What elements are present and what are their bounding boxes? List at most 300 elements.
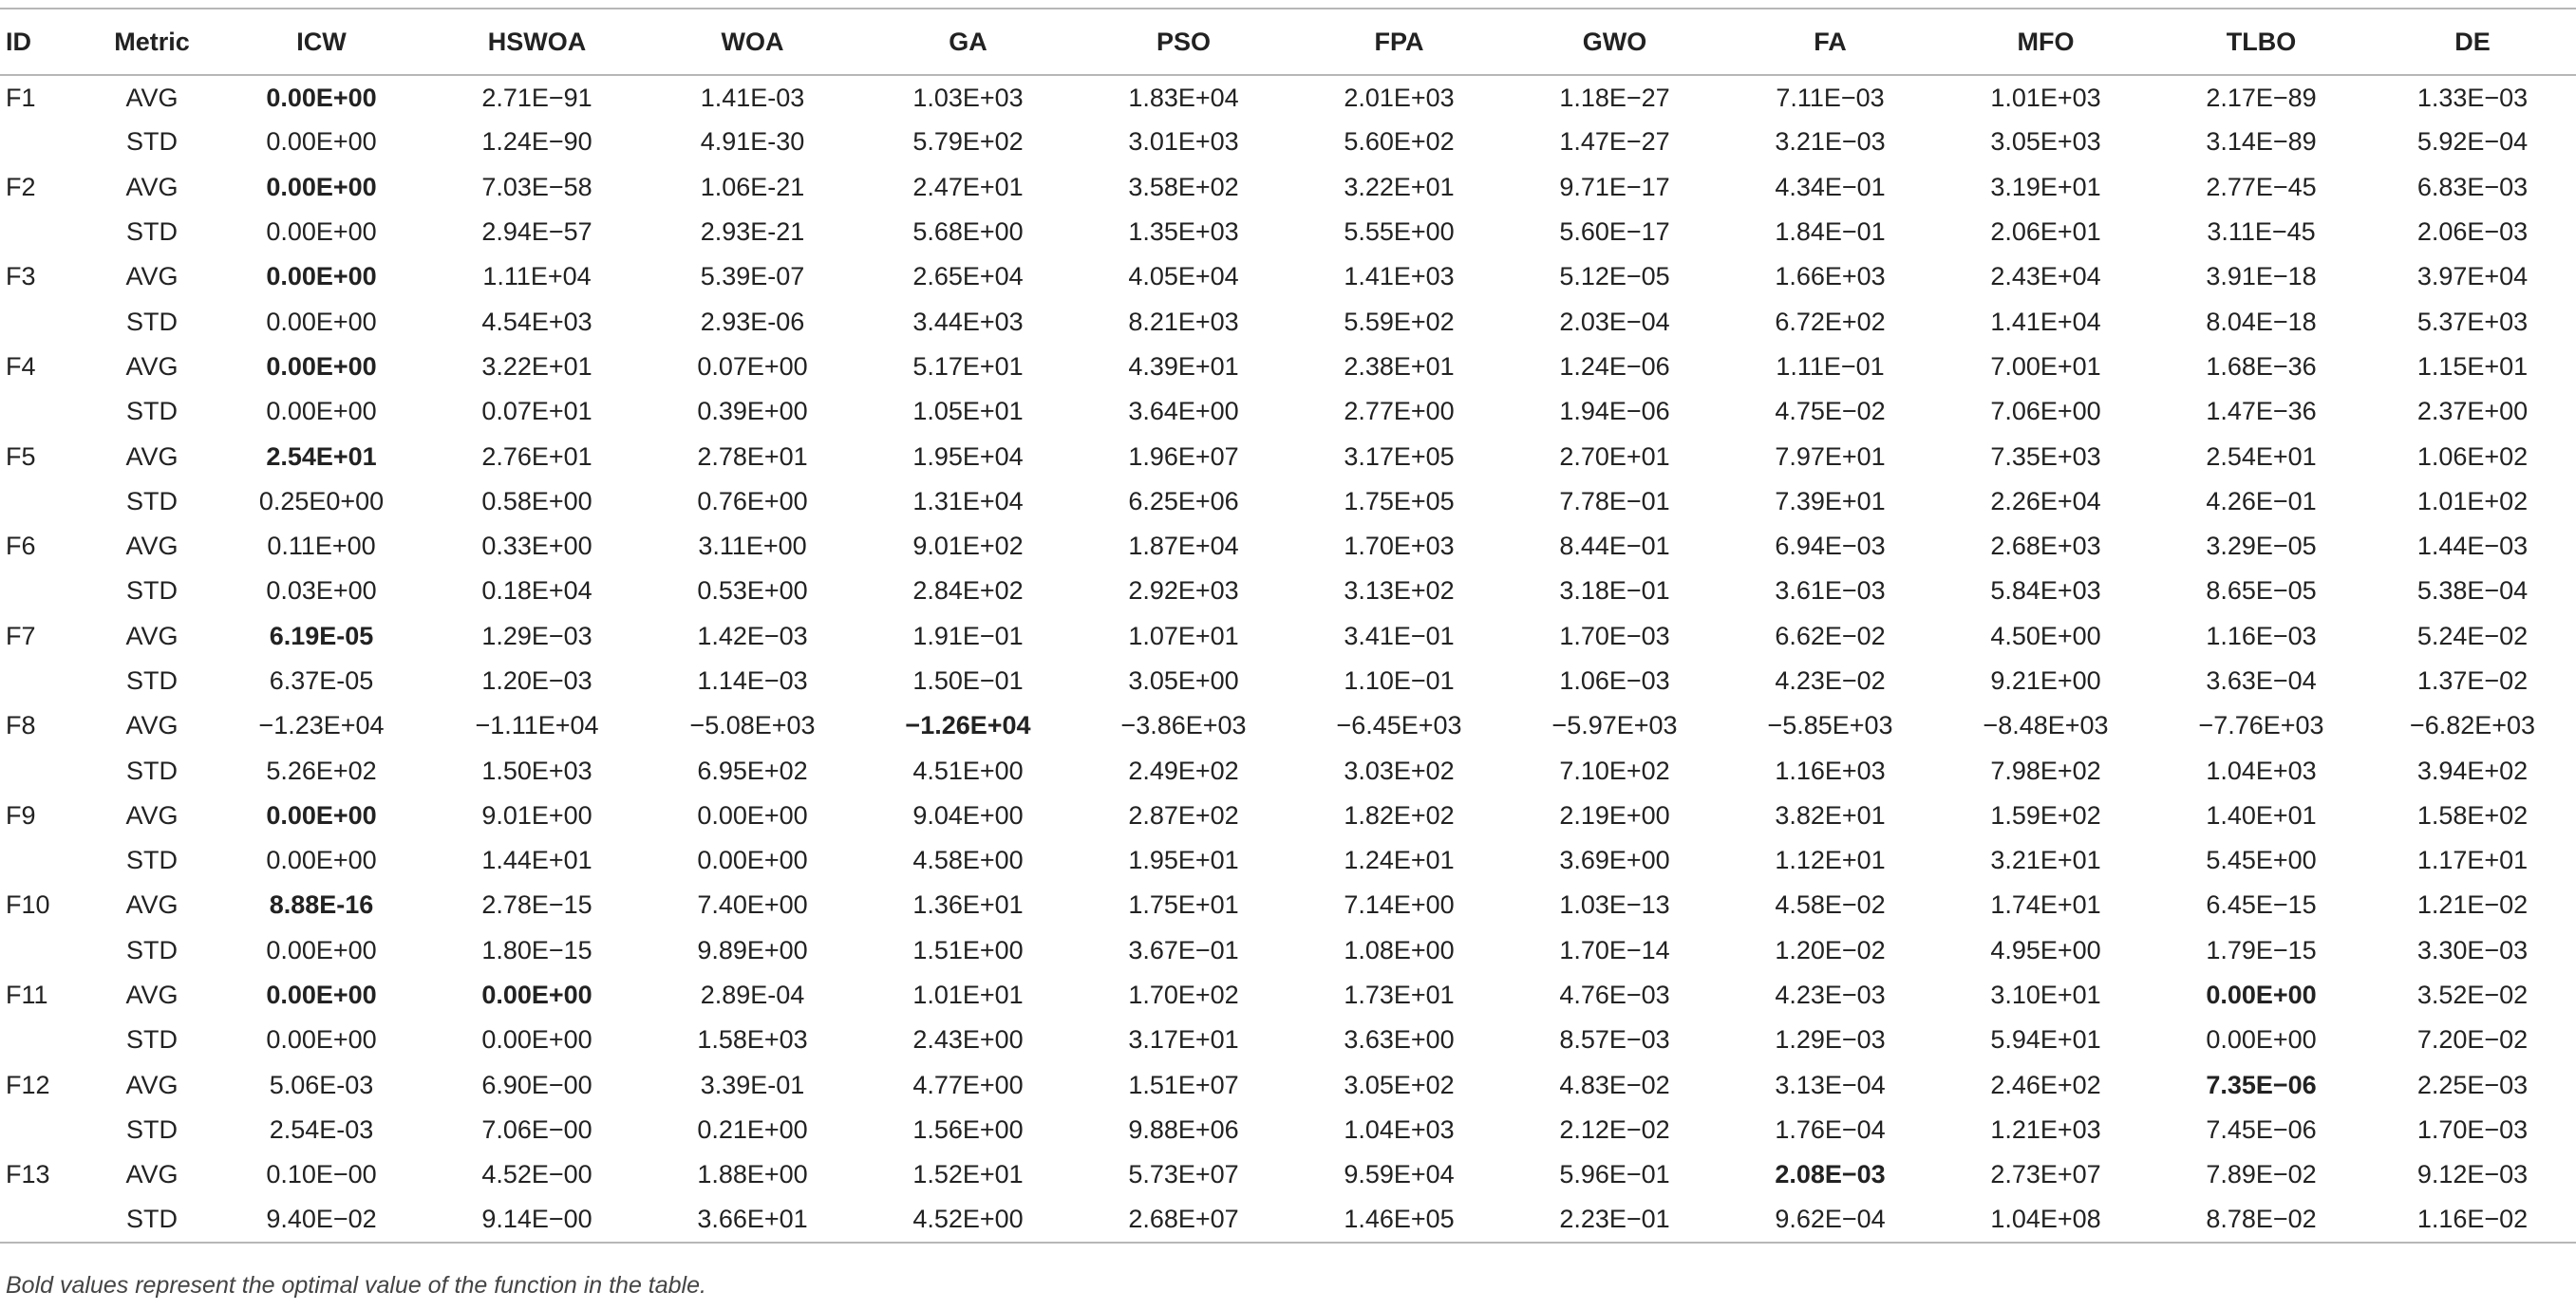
value-cell-icw: 6.37E-05 <box>269 666 374 695</box>
value-cell-fa: 9.62E−04 <box>1722 1197 1938 1242</box>
table-row <box>0 614 2576 659</box>
table-row <box>0 838 2576 883</box>
table-row <box>0 1152 2576 1197</box>
value-cell-tlbo: 2.17E−89 <box>2206 83 2317 112</box>
value-cell-tlbo: 0.00E+00 <box>2206 981 2317 1010</box>
value-cell-fa: 3.13E−04 <box>1775 1070 1886 1099</box>
value-cell-woa: 9.89E+00 <box>697 935 808 964</box>
value-cell-de: 3.30E−03 <box>2416 935 2529 964</box>
value-cell-ga: 1.50E−01 <box>912 666 1024 695</box>
function-id-cell: F10 <box>6 890 50 920</box>
value-cell-fpa: 3.03E+02 <box>1344 756 1455 785</box>
value-cell-fpa: 1.70E+03 <box>1344 532 1455 561</box>
function-id-cell <box>0 1018 90 1062</box>
value-cell-tlbo: 1.40E+01 <box>2206 800 2317 830</box>
column-header-woa: WOA <box>645 9 860 75</box>
column-header-id: ID <box>0 9 90 75</box>
metric-cell: AVG <box>125 711 179 740</box>
value-cell-ga: 1.91E−01 <box>912 621 1024 650</box>
column-header-tlbo: TLBO <box>2153 9 2369 75</box>
value-cell-ga: −1.26E+04 <box>905 711 1031 740</box>
value-cell-hswoa: 4.54E+03 <box>481 307 592 336</box>
value-cell-tlbo: 8.04E−18 <box>2206 307 2317 336</box>
value-cell-de: 1.15E+01 <box>2416 351 2529 381</box>
value-cell-icw: 0.00E+00 <box>266 846 377 875</box>
value-cell-woa: 0.07E+00 <box>697 351 808 381</box>
value-cell-hswoa: 4.52E−00 <box>481 1160 592 1189</box>
value-cell-fa: 7.97E+01 <box>1775 441 1886 471</box>
value-cell-fpa: 3.13E+02 <box>1344 576 1455 606</box>
metric-cell: STD <box>126 1114 178 1144</box>
value-cell-fpa: 1.08E+00 <box>1344 935 1455 964</box>
value-cell-icw: 0.03E+00 <box>266 576 377 606</box>
function-id-cell <box>0 838 90 883</box>
value-cell-fa: 1.20E−02 <box>1775 935 1886 964</box>
table-row <box>0 973 2576 1018</box>
value-cell-fa: 1.11E−01 <box>1776 351 1885 381</box>
value-cell-de: 3.52E−02 <box>2416 981 2529 1010</box>
value-cell-ga: 1.56E+00 <box>912 1114 1024 1144</box>
value-cell-icw: 0.00E+00 <box>266 981 377 1010</box>
value-cell-pso: 1.75E+01 <box>1128 890 1239 920</box>
value-cell-fpa: 1.04E+03 <box>1344 1114 1455 1144</box>
value-cell-fa: 6.62E−02 <box>1775 621 1886 650</box>
metric-cell: STD <box>126 307 178 336</box>
metric-cell: STD <box>126 846 178 875</box>
column-header-fpa: FPA <box>1291 9 1507 75</box>
value-cell-mfo: 1.01E+03 <box>1990 83 2101 112</box>
value-cell-woa: 0.53E+00 <box>697 576 808 606</box>
table-row <box>0 794 2576 838</box>
column-header-hswoa: HSWOA <box>429 9 645 75</box>
table-body <box>0 75 2576 1243</box>
column-header-pso: PSO <box>1076 9 1291 75</box>
header-row <box>0 9 2576 75</box>
column-header-metric: Metric <box>90 9 214 75</box>
value-cell-icw: 5.06E-03 <box>269 1070 374 1099</box>
value-cell-icw: 0.10E−00 <box>266 1160 377 1189</box>
value-cell-mfo: 3.10E+01 <box>1990 981 2101 1010</box>
metric-cell: AVG <box>125 890 179 920</box>
value-cell-mfo: 9.21E+00 <box>1990 666 2101 695</box>
value-cell-fpa: 1.24E+01 <box>1344 846 1455 875</box>
value-cell-fpa: 1.75E+05 <box>1344 486 1455 515</box>
metric-cell: AVG <box>125 172 179 201</box>
metric-cell: AVG <box>125 83 179 112</box>
function-id-cell: F2 <box>6 172 36 201</box>
value-cell-mfo: −8.48E+03 <box>1983 711 2109 740</box>
value-cell-ga: 1.01E+01 <box>912 981 1024 1010</box>
value-cell-hswoa: 2.78E−15 <box>481 890 592 920</box>
metric-cell: AVG <box>125 441 179 471</box>
value-cell-de: 6.83E−03 <box>2416 172 2529 201</box>
value-cell-woa: 2.93E-06 <box>700 307 805 336</box>
metric-cell: STD <box>126 217 178 247</box>
value-cell-tlbo: 3.11E−45 <box>2207 217 2316 247</box>
table-row <box>0 120 2576 164</box>
value-cell-icw: 0.00E+00 <box>266 397 377 426</box>
value-cell-pso: 1.35E+03 <box>1128 217 1239 247</box>
metric-cell: AVG <box>125 800 179 830</box>
value-cell-ga: 9.04E+00 <box>912 800 1024 830</box>
value-cell-de: 1.17E+01 <box>2416 846 2529 875</box>
value-cell-de: 3.94E+02 <box>2416 756 2529 785</box>
value-cell-ga: 3.44E+03 <box>912 307 1024 336</box>
value-cell-icw: −1.23E+04 <box>258 711 385 740</box>
value-cell-hswoa: 0.58E+00 <box>481 486 592 515</box>
value-cell-fpa: 5.59E+02 <box>1344 307 1455 336</box>
table-row <box>0 434 2576 478</box>
value-cell-pso: 3.05E+00 <box>1128 666 1239 695</box>
value-cell-fpa: 3.22E+01 <box>1344 172 1455 201</box>
column-header-mfo: MFO <box>1938 9 2153 75</box>
value-cell-tlbo: 1.04E+03 <box>2206 756 2317 785</box>
table-row <box>0 1018 2576 1062</box>
value-cell-de: 1.70E−03 <box>2416 1114 2529 1144</box>
value-cell-pso: −3.86E+03 <box>1120 711 1247 740</box>
value-cell-mfo: 7.06E+00 <box>1990 397 2101 426</box>
value-cell-pso: 9.88E+06 <box>1128 1114 1239 1144</box>
value-cell-hswoa: 1.50E+03 <box>481 756 592 785</box>
value-cell-hswoa: −1.11E+04 <box>475 711 599 740</box>
value-cell-gwo: 2.70E+01 <box>1559 441 1670 471</box>
value-cell-woa: 0.00E+00 <box>697 846 808 875</box>
value-cell-gwo: 5.60E−17 <box>1559 217 1670 247</box>
value-cell-hswoa: 0.33E+00 <box>481 532 592 561</box>
value-cell-ga: 5.79E+02 <box>912 127 1024 157</box>
value-cell-fpa: 2.38E+01 <box>1344 351 1455 381</box>
value-cell-tlbo: 7.45E−06 <box>2206 1114 2317 1144</box>
value-cell-pso: 6.25E+06 <box>1128 486 1239 515</box>
value-cell-icw: 8.88E-16 <box>269 890 374 920</box>
value-cell-de: 5.24E−02 <box>2416 621 2529 650</box>
table-row <box>0 524 2576 569</box>
value-cell-pso: 3.67E−01 <box>1128 935 1239 964</box>
value-cell-de: 1.37E−02 <box>2416 666 2529 695</box>
table-row <box>0 1063 2576 1108</box>
value-cell-mfo: 2.68E+03 <box>1990 532 2101 561</box>
value-cell-fa: 1.76E−04 <box>1775 1114 1886 1144</box>
value-cell-woa: 0.39E+00 <box>697 397 808 426</box>
value-cell-fpa: 9.59E+04 <box>1344 1160 1455 1189</box>
value-cell-woa: 0.21E+00 <box>697 1114 808 1144</box>
value-cell-fa: 7.11E−03 <box>1776 83 1885 112</box>
value-cell-gwo: 7.78E−01 <box>1559 486 1670 515</box>
metric-cell: AVG <box>125 981 179 1010</box>
value-cell-icw: 0.00E+00 <box>266 935 377 964</box>
value-cell-hswoa: 1.29E−03 <box>481 621 592 650</box>
value-cell-pso: 1.83E+04 <box>1128 83 1239 112</box>
value-cell-woa: 5.39E-07 <box>700 262 805 291</box>
value-cell-fa: 1.84E−01 <box>1775 217 1886 247</box>
value-cell-icw: 9.40E−02 <box>214 1197 429 1242</box>
value-cell-gwo: 1.70E−14 <box>1559 935 1670 964</box>
value-cell-pso: 1.95E+01 <box>1128 846 1239 875</box>
function-id-cell: F5 <box>6 441 36 471</box>
value-cell-de: 1.16E−02 <box>2369 1197 2576 1242</box>
value-cell-pso: 1.51E+07 <box>1128 1070 1239 1099</box>
function-id-cell <box>0 299 90 344</box>
value-cell-fa: 4.23E−03 <box>1775 981 1886 1010</box>
table-row <box>0 748 2576 793</box>
value-cell-fa: 6.94E−03 <box>1775 532 1886 561</box>
value-cell-hswoa: 1.44E+01 <box>481 846 592 875</box>
value-cell-fpa: −6.45E+03 <box>1336 711 1462 740</box>
value-cell-mfo: 2.43E+04 <box>1990 262 2101 291</box>
value-cell-fa: 7.39E+01 <box>1775 486 1886 515</box>
value-cell-ga: 1.52E+01 <box>912 1160 1024 1189</box>
value-cell-icw: 6.19E-05 <box>269 621 374 650</box>
value-cell-tlbo: 1.68E−36 <box>2206 351 2317 381</box>
value-cell-ga: 2.84E+02 <box>912 576 1024 606</box>
value-cell-hswoa: 9.01E+00 <box>481 800 592 830</box>
value-cell-ga: 4.51E+00 <box>912 756 1024 785</box>
value-cell-hswoa: 2.76E+01 <box>481 441 592 471</box>
value-cell-hswoa: 1.24E−90 <box>481 127 592 157</box>
value-cell-hswoa: 7.06E−00 <box>481 1114 592 1144</box>
value-cell-gwo: 1.03E−13 <box>1559 890 1670 920</box>
value-cell-de: 1.33E−03 <box>2416 83 2529 112</box>
value-cell-pso: 1.87E+04 <box>1128 532 1239 561</box>
value-cell-mfo: 3.05E+03 <box>1990 127 2101 157</box>
value-cell-fpa: 1.10E−01 <box>1344 666 1455 695</box>
results-table <box>0 8 2576 1244</box>
value-cell-icw: 0.00E+00 <box>266 83 377 112</box>
value-cell-mfo: 7.35E+03 <box>1990 441 2101 471</box>
value-cell-mfo: 4.50E+00 <box>1990 621 2101 650</box>
value-cell-de: 1.06E+02 <box>2416 441 2529 471</box>
table-row <box>0 569 2576 613</box>
function-id-cell: F3 <box>6 262 36 291</box>
value-cell-fpa: 3.63E+00 <box>1344 1025 1455 1055</box>
value-cell-mfo: 7.00E+01 <box>1990 351 2101 381</box>
value-cell-de: 2.25E−03 <box>2416 1070 2529 1099</box>
value-cell-fpa: 2.77E+00 <box>1344 397 1455 426</box>
value-cell-pso: 1.70E+02 <box>1128 981 1239 1010</box>
value-cell-mfo: 3.21E+01 <box>1990 846 2101 875</box>
value-cell-gwo: 3.18E−01 <box>1559 576 1670 606</box>
value-cell-pso: 3.64E+00 <box>1128 397 1239 426</box>
value-cell-fa: 1.16E+03 <box>1775 756 1886 785</box>
value-cell-tlbo: 3.63E−04 <box>2206 666 2317 695</box>
value-cell-tlbo: 7.89E−02 <box>2206 1160 2317 1189</box>
table-row <box>0 883 2576 927</box>
value-cell-tlbo: 3.91E−18 <box>2206 262 2317 291</box>
value-cell-pso: 2.92E+03 <box>1128 576 1239 606</box>
value-cell-icw: 0.00E+00 <box>266 172 377 201</box>
value-cell-gwo: 1.18E−27 <box>1559 83 1670 112</box>
function-id-cell <box>0 210 90 254</box>
value-cell-woa: 1.41E-03 <box>700 83 805 112</box>
value-cell-icw: 0.00E+00 <box>266 127 377 157</box>
value-cell-gwo: 1.24E−06 <box>1559 351 1670 381</box>
metric-cell: AVG <box>125 262 179 291</box>
value-cell-ga: 4.52E+00 <box>860 1197 1076 1242</box>
value-cell-icw: 0.00E+00 <box>266 217 377 247</box>
value-cell-mfo: 1.04E+08 <box>1938 1197 2153 1242</box>
value-cell-gwo: 5.12E−05 <box>1559 262 1670 291</box>
value-cell-icw: 0.00E+00 <box>266 351 377 381</box>
column-header-ga: GA <box>860 9 1076 75</box>
value-cell-gwo: 1.70E−03 <box>1559 621 1670 650</box>
value-cell-hswoa: 0.00E+00 <box>481 1025 592 1055</box>
value-cell-tlbo: 3.29E−05 <box>2206 532 2317 561</box>
value-cell-fpa: 1.73E+01 <box>1344 981 1455 1010</box>
value-cell-gwo: 4.83E−02 <box>1559 1070 1670 1099</box>
value-cell-ga: 2.47E+01 <box>912 172 1024 201</box>
value-cell-fpa: 5.55E+00 <box>1344 217 1455 247</box>
function-id-cell: F4 <box>6 351 36 381</box>
value-cell-gwo: 3.69E+00 <box>1559 846 1670 875</box>
value-cell-mfo: 7.98E+02 <box>1990 756 2101 785</box>
value-cell-fa: 4.34E−01 <box>1775 172 1886 201</box>
function-id-cell <box>0 569 90 613</box>
value-cell-tlbo: 8.65E−05 <box>2206 576 2317 606</box>
value-cell-hswoa: 2.94E−57 <box>481 217 592 247</box>
value-cell-mfo: 2.73E+07 <box>1990 1160 2101 1189</box>
table-row <box>0 299 2576 344</box>
function-id-cell: F7 <box>6 621 36 650</box>
value-cell-de: 7.20E−02 <box>2416 1025 2529 1055</box>
table-row <box>0 210 2576 254</box>
metric-cell: STD <box>90 1197 214 1242</box>
metric-cell: STD <box>126 486 178 515</box>
value-cell-mfo: 4.95E+00 <box>1990 935 2101 964</box>
table-row <box>0 165 2576 210</box>
value-cell-hswoa: 0.07E+01 <box>481 397 592 426</box>
function-id-cell: F8 <box>6 711 36 740</box>
value-cell-gwo: 1.06E−03 <box>1559 666 1670 695</box>
value-cell-tlbo: 2.54E+01 <box>2206 441 2317 471</box>
value-cell-tlbo: 7.35E−06 <box>2206 1070 2317 1099</box>
value-cell-fpa: 1.46E+05 <box>1291 1197 1507 1242</box>
value-cell-hswoa: 6.90E−00 <box>481 1070 592 1099</box>
value-cell-tlbo: 4.26E−01 <box>2206 486 2317 515</box>
value-cell-mfo: 1.74E+01 <box>1990 890 2101 920</box>
value-cell-tlbo: 8.78E−02 <box>2153 1197 2369 1242</box>
value-cell-mfo: 5.94E+01 <box>1990 1025 2101 1055</box>
table-row <box>0 479 2576 524</box>
metric-cell: AVG <box>125 1070 179 1099</box>
value-cell-ga: 5.68E+00 <box>912 217 1024 247</box>
value-cell-ga: 1.31E+04 <box>912 486 1024 515</box>
table-row <box>0 1197 2576 1242</box>
table-footnote: Bold values represent the optimal value of the function in the table. <box>6 1272 706 1299</box>
table-row <box>0 254 2576 299</box>
value-cell-fa: −5.85E+03 <box>1767 711 1893 740</box>
value-cell-hswoa: 2.71E−91 <box>481 83 592 112</box>
value-cell-de: 2.06E−03 <box>2416 217 2529 247</box>
value-cell-fpa: 5.60E+02 <box>1344 127 1455 157</box>
value-cell-fpa: 3.17E+05 <box>1344 441 1455 471</box>
value-cell-icw: 0.00E+00 <box>266 262 377 291</box>
function-id-cell: F6 <box>6 532 36 561</box>
table-row <box>0 928 2576 973</box>
value-cell-ga: 2.65E+04 <box>912 262 1024 291</box>
value-cell-woa: 0.00E+00 <box>697 800 808 830</box>
function-id-cell <box>0 928 90 973</box>
value-cell-gwo: 4.76E−03 <box>1559 981 1670 1010</box>
value-cell-hswoa: 0.00E+00 <box>481 981 592 1010</box>
value-cell-de: 2.37E+00 <box>2416 397 2529 426</box>
value-cell-tlbo: 1.16E−03 <box>2206 621 2317 650</box>
value-cell-pso: 1.07E+01 <box>1128 621 1239 650</box>
column-header-gwo: GWO <box>1507 9 1722 75</box>
function-id-cell <box>0 1108 90 1152</box>
value-cell-hswoa: 0.18E+04 <box>481 576 592 606</box>
value-cell-woa: 3.11E+00 <box>698 532 807 561</box>
value-cell-gwo: 1.47E−27 <box>1559 127 1670 157</box>
value-cell-mfo: 5.84E+03 <box>1990 576 2101 606</box>
value-cell-de: 3.97E+04 <box>2416 262 2529 291</box>
value-cell-icw: 0.00E+00 <box>266 307 377 336</box>
value-cell-de: 1.44E−03 <box>2416 532 2529 561</box>
function-id-cell: F11 <box>6 981 48 1010</box>
value-cell-ga: 2.43E+00 <box>912 1025 1024 1055</box>
metric-cell: STD <box>126 666 178 695</box>
value-cell-fa: 1.12E+01 <box>1775 846 1886 875</box>
value-cell-hswoa: 1.80E−15 <box>481 935 592 964</box>
value-cell-icw: 0.25E0+00 <box>258 486 385 515</box>
value-cell-woa: 1.42E−03 <box>697 621 808 650</box>
value-cell-woa: 4.91E-30 <box>700 127 805 157</box>
column-header-icw: ICW <box>214 9 429 75</box>
value-cell-tlbo: 1.47E−36 <box>2206 397 2317 426</box>
value-cell-pso: 2.49E+02 <box>1128 756 1239 785</box>
value-cell-pso: 3.01E+03 <box>1128 127 1239 157</box>
value-cell-gwo: 8.57E−03 <box>1559 1025 1670 1055</box>
value-cell-woa: 2.93E-21 <box>700 217 805 247</box>
value-cell-gwo: 2.19E+00 <box>1559 800 1670 830</box>
value-cell-de: 5.37E+03 <box>2416 307 2529 336</box>
value-cell-pso: 1.96E+07 <box>1128 441 1239 471</box>
value-cell-pso: 4.39E+01 <box>1128 351 1239 381</box>
table-row <box>0 345 2576 389</box>
value-cell-woa: 3.39E-01 <box>700 1070 805 1099</box>
function-id-cell <box>0 479 90 524</box>
value-cell-fa: 4.23E−02 <box>1775 666 1886 695</box>
value-cell-pso: 2.68E+07 <box>1076 1197 1291 1242</box>
value-cell-pso: 3.17E+01 <box>1128 1025 1239 1055</box>
value-cell-mfo: 1.41E+04 <box>1990 307 2101 336</box>
value-cell-de: 1.21E−02 <box>2416 890 2529 920</box>
function-id-cell <box>0 748 90 793</box>
column-header-fa: FA <box>1722 9 1938 75</box>
value-cell-gwo: 7.10E+02 <box>1559 756 1670 785</box>
value-cell-ga: 5.17E+01 <box>912 351 1024 381</box>
table-row <box>0 75 2576 120</box>
value-cell-gwo: 2.12E−02 <box>1559 1114 1670 1144</box>
value-cell-gwo: 5.96E−01 <box>1559 1160 1670 1189</box>
value-cell-tlbo: 6.45E−15 <box>2206 890 2317 920</box>
value-cell-gwo: 9.71E−17 <box>1559 172 1670 201</box>
value-cell-hswoa: 1.20E−03 <box>481 666 592 695</box>
function-id-cell: F12 <box>6 1070 50 1099</box>
metric-cell: AVG <box>125 621 179 650</box>
value-cell-icw: 0.00E+00 <box>266 800 377 830</box>
value-cell-woa: 2.78E+01 <box>697 441 808 471</box>
value-cell-fpa: 3.05E+02 <box>1344 1070 1455 1099</box>
value-cell-mfo: 1.59E+02 <box>1990 800 2101 830</box>
value-cell-gwo: 8.44E−01 <box>1559 532 1670 561</box>
metric-cell: AVG <box>125 1160 179 1189</box>
value-cell-icw: 0.00E+00 <box>266 1025 377 1055</box>
table-row <box>0 703 2576 748</box>
value-cell-de: −6.82E+03 <box>2409 711 2536 740</box>
function-id-cell: F13 <box>6 1160 50 1189</box>
metric-cell: STD <box>126 397 178 426</box>
value-cell-pso: 3.58E+02 <box>1128 172 1239 201</box>
